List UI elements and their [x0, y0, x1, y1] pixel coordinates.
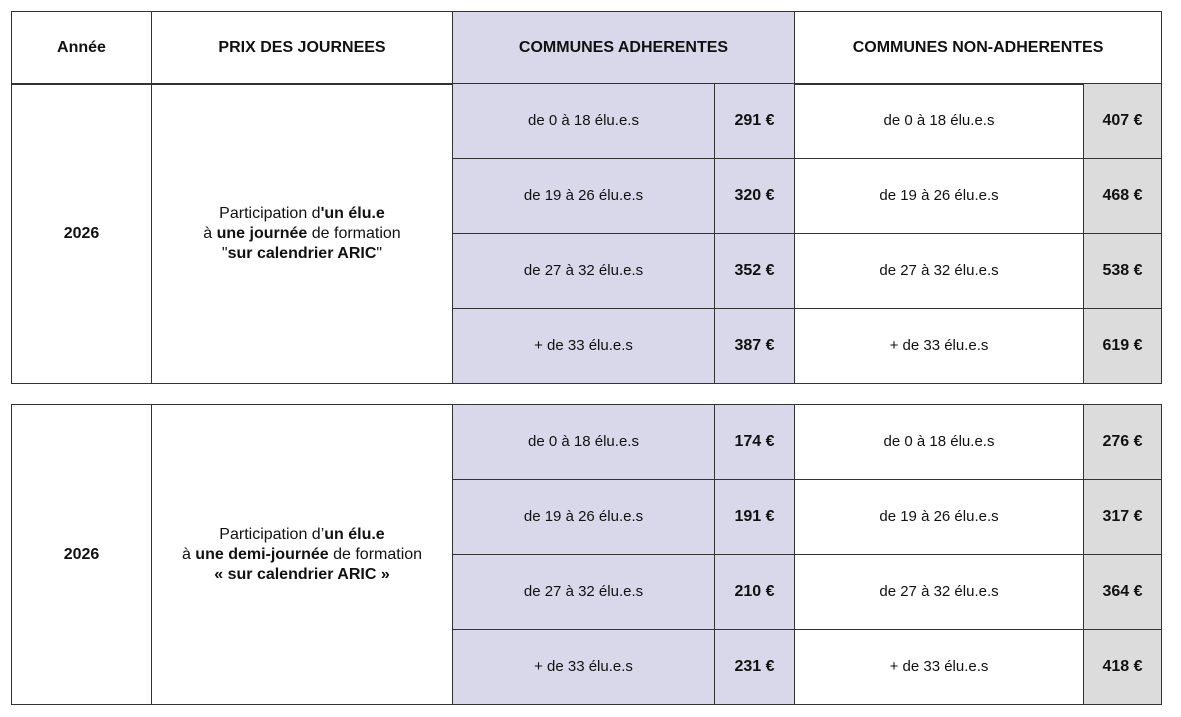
- pricing-block-journee: [11, 83, 1162, 384]
- table-row: [12, 405, 1162, 480]
- price-non-adherentes: 619 €: [1084, 309, 1162, 384]
- price-adherentes: 387 €: [715, 309, 795, 384]
- range-non-adherentes: + de 33 élu.e.s: [795, 309, 1084, 384]
- price-adherentes: 210 €: [715, 555, 795, 630]
- price-non-adherentes: 364 €: [1084, 555, 1162, 630]
- price-adherentes: 352 €: [715, 234, 795, 309]
- desc-text-bold: sur calendrier ARIC: [227, 244, 377, 262]
- pricing-block-demi-journee: [11, 404, 1162, 705]
- header-row: [12, 12, 1162, 85]
- desc-text: ": [221, 244, 228, 262]
- year-cell: 2026: [12, 84, 152, 384]
- desc-text-bold: une journée: [216, 224, 308, 242]
- header-prix-des-journees: PRIX DES JOURNEES: [152, 12, 453, 85]
- price-non-adherentes: 407 €: [1084, 84, 1162, 159]
- range-adherentes: de 0 à 18 élu.e.s: [453, 405, 715, 480]
- range-non-adherentes: de 0 à 18 élu.e.s: [795, 84, 1084, 159]
- range-non-adherentes: de 19 à 26 élu.e.s: [795, 480, 1084, 555]
- desc-text: Participation d’: [219, 525, 325, 543]
- range-adherentes: + de 33 élu.e.s: [453, 309, 715, 384]
- price-adherentes: 320 €: [715, 159, 795, 234]
- desc-text: à: [203, 224, 217, 242]
- year-cell: 2026: [12, 405, 152, 705]
- desc-text: Participation d: [219, 204, 321, 222]
- header-communes-adherentes: COMMUNES ADHERENTES: [453, 12, 795, 85]
- price-non-adherentes: 418 €: [1084, 630, 1162, 705]
- table-row: [12, 84, 1162, 159]
- desc-text-bold: « sur calendrier ARIC »: [214, 565, 390, 583]
- range-adherentes: de 0 à 18 élu.e.s: [453, 84, 715, 159]
- price-non-adherentes: 538 €: [1084, 234, 1162, 309]
- range-non-adherentes: + de 33 élu.e.s: [795, 630, 1084, 705]
- price-non-adherentes: 276 €: [1084, 405, 1162, 480]
- price-non-adherentes: 468 €: [1084, 159, 1162, 234]
- header-annee: Année: [12, 12, 152, 85]
- range-adherentes: de 19 à 26 élu.e.s: [453, 480, 715, 555]
- desc-text-bold: une demi-journée: [195, 545, 329, 563]
- desc-text: de formation: [307, 224, 401, 242]
- price-adherentes: 174 €: [715, 405, 795, 480]
- desc-text: de formation: [328, 545, 423, 563]
- price-non-adherentes: 317 €: [1084, 480, 1162, 555]
- range-non-adherentes: de 27 à 32 élu.e.s: [795, 555, 1084, 630]
- desc-text: ": [376, 244, 383, 262]
- desc-text-bold: 'un élu.e: [320, 204, 385, 222]
- range-non-adherentes: de 19 à 26 élu.e.s: [795, 159, 1084, 234]
- description-cell: [152, 84, 453, 384]
- range-adherentes: + de 33 élu.e.s: [453, 630, 715, 705]
- header-communes-non-adherentes: COMMUNES NON-ADHERENTES: [795, 12, 1162, 85]
- price-adherentes: 291 €: [715, 84, 795, 159]
- range-adherentes: de 27 à 32 élu.e.s: [453, 234, 715, 309]
- desc-text: à: [181, 545, 196, 563]
- price-adherentes: 191 €: [715, 480, 795, 555]
- range-non-adherentes: de 0 à 18 élu.e.s: [795, 405, 1084, 480]
- range-adherentes: de 27 à 32 élu.e.s: [453, 555, 715, 630]
- range-adherentes: de 19 à 26 élu.e.s: [453, 159, 715, 234]
- description-cell: [152, 405, 453, 705]
- pricing-header-table: [11, 11, 1162, 85]
- price-adherentes: 231 €: [715, 630, 795, 705]
- range-non-adherentes: de 27 à 32 élu.e.s: [795, 234, 1084, 309]
- desc-text-bold: un élu.e: [324, 525, 385, 543]
